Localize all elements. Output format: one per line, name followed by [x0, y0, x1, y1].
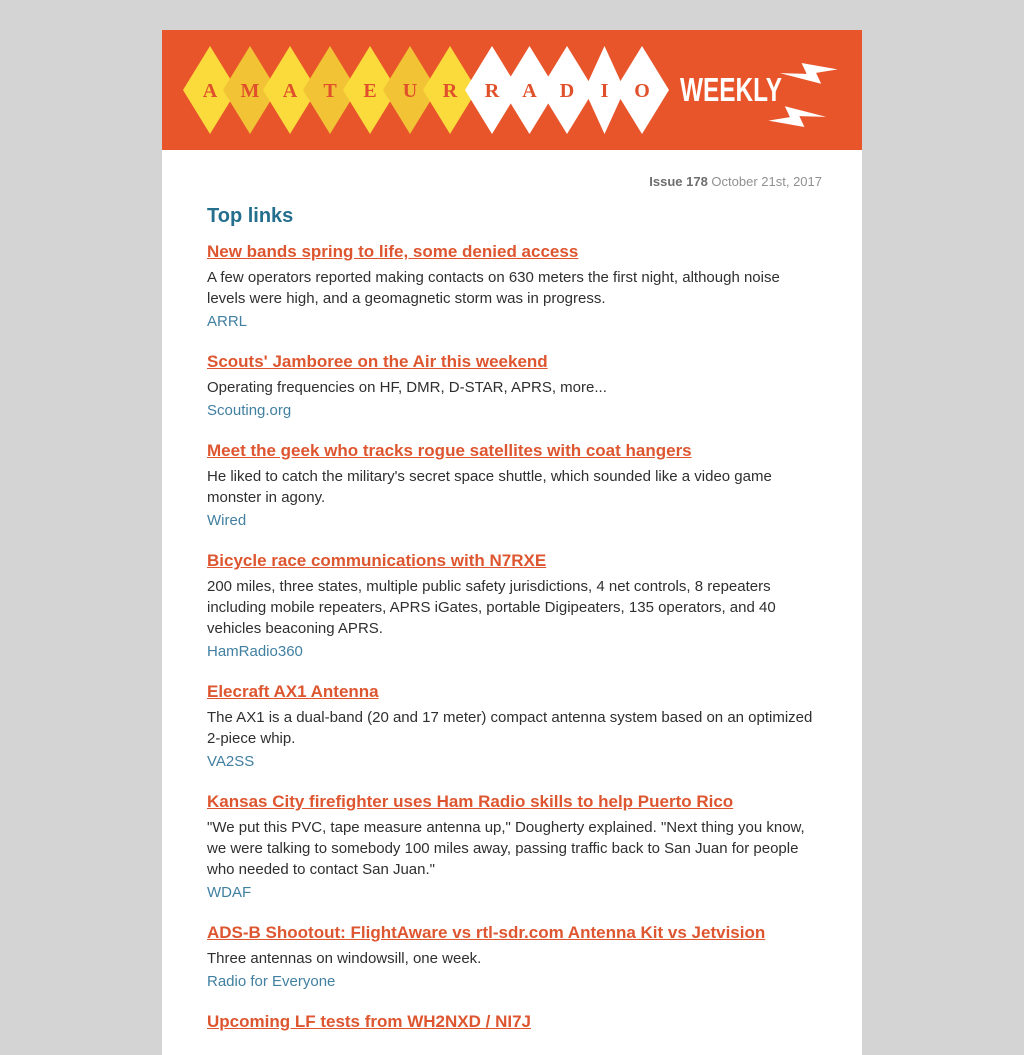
article-source-link[interactable]: Wired — [207, 512, 247, 529]
article-source-link[interactable]: VA2SS — [207, 753, 255, 770]
article-source-link[interactable]: WDAF — [207, 884, 252, 901]
article-summary: Three antennas on windowsill, one week. — [207, 950, 482, 967]
newsletter-content — [162, 150, 862, 1037]
logo-letter: A — [202, 80, 218, 102]
article — [207, 439, 822, 531]
article-source-link[interactable]: Scouting.org — [207, 402, 292, 419]
article — [207, 921, 822, 992]
logo-letter: O — [634, 80, 650, 102]
article — [207, 790, 822, 903]
article-summary: "We put this PVC, tape measure antenna up," Dougherty explained. "Next thing you know, we were talking to somebody 100 miles away, passing traffic back to San Juan for people who needed to contact San Juan." — [207, 819, 805, 878]
logo-diamonds — [183, 46, 669, 134]
article-source-link[interactable]: ARRL — [207, 313, 248, 330]
article-headline-link[interactable]: Upcoming LF tests from WH2NXD / NI7J — [207, 1012, 531, 1031]
article-list — [207, 240, 822, 1037]
masthead — [162, 30, 862, 150]
lightning-bolt-icon — [780, 50, 840, 97]
article-source-link[interactable]: Radio for Everyone — [207, 973, 336, 990]
article-source-link[interactable]: HamRadio360 — [207, 643, 303, 660]
article — [207, 680, 822, 772]
issue-line — [207, 174, 822, 190]
logo-letter: E — [363, 80, 377, 102]
logo-letter: A — [522, 80, 537, 102]
article — [207, 350, 822, 421]
article-headline-link[interactable]: Elecraft AX1 Antenna — [207, 682, 379, 701]
article-headline-link[interactable]: ADS-B Shootout: FlightAware vs rtl-sdr.com Antenna Kit vs Jetvision — [207, 923, 766, 942]
article-headline-link[interactable]: Bicycle race communications with N7RXE — [207, 551, 547, 570]
logo-letter: U — [402, 80, 418, 102]
weekly-label: WEEKLY — [680, 71, 782, 108]
article-headline-link[interactable]: Scouts' Jamboree on the Air this weekend — [207, 352, 548, 371]
article-summary: 200 miles, three states, multiple public safety jurisdictions, 4 net controls, 8 repeaters including mobile repeaters, APRS iGates, portable Digipeaters, 135 operators, and 40 vehicles beaconing APRS. — [207, 578, 776, 637]
logo-letter: R — [442, 80, 458, 102]
logo-letter: D — [559, 80, 575, 102]
article-summary: A few operators reported making contacts on 630 meters the first night, although noise levels were high, and a geomagnetic storm was in progress. — [207, 269, 780, 307]
article — [207, 240, 822, 332]
logo-letter: R — [484, 80, 500, 102]
brand-logo — [162, 30, 862, 150]
issue-number: Issue 178 — [649, 174, 708, 189]
newsletter-card — [162, 30, 862, 1055]
article-summary: He liked to catch the military's secret space shuttle, which sounded like a video game monster in agony. — [207, 468, 772, 506]
logo-letter: A — [282, 80, 298, 102]
article-headline-link[interactable]: Kansas City firefighter uses Ham Radio skills to help Puerto Rico — [207, 792, 734, 811]
article-summary: Operating frequencies on HF, DMR, D-STAR, APRS, more... — [207, 379, 607, 396]
article — [207, 549, 822, 662]
logo-letter: M — [240, 80, 260, 102]
logo-letter: I — [600, 80, 609, 102]
article-summary: The AX1 is a dual-band (20 and 17 meter) compact antenna system based on an optimized 2-piece whip. — [207, 709, 813, 747]
issue-date: October 21st, 2017 — [707, 174, 822, 189]
section-title: Top links — [207, 205, 294, 227]
article-headline-link[interactable]: Meet the geek who tracks rogue satellites with coat hangers — [207, 441, 692, 460]
logo-letter: T — [323, 80, 337, 102]
article-headline-link[interactable]: New bands spring to life, some denied access — [207, 242, 579, 261]
